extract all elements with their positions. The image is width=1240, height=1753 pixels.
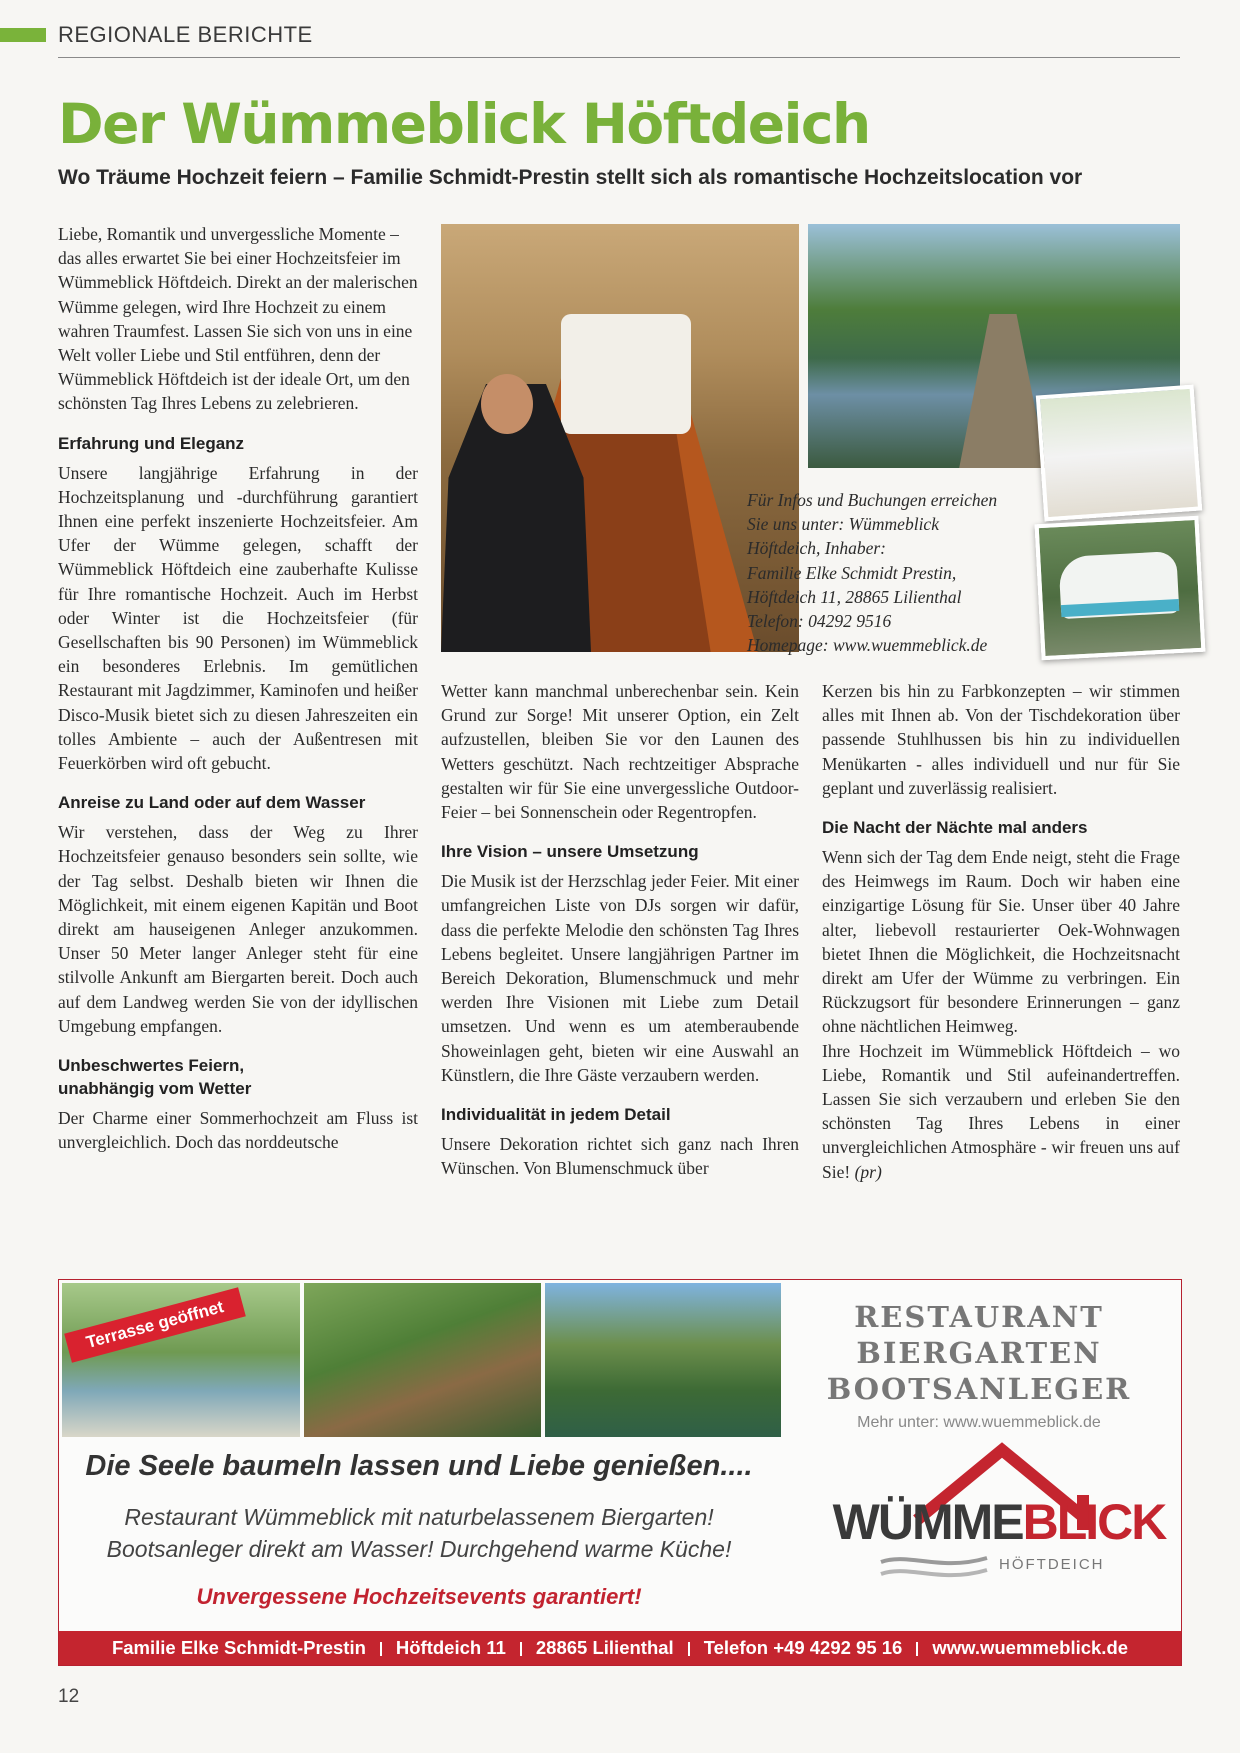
paragraph-final: Ihre Hochzeit im Wümmeblick Höftdeich – wo Liebe, Romantik und Stil aufeinandertreffen. Lassen Sie sich verzaubern und erleben Sie den schönsten Tag Ihres Lebens in einer unvergleichlichen Atmosphäre - wir freuen uns auf Sie! (pr) [822, 1040, 1180, 1182]
section-color-bar [0, 28, 46, 42]
ad-contact-bar [59, 1631, 1181, 1665]
heading-erfahrung: Erfahrung und Eleganz [58, 433, 245, 453]
jetty-shape [958, 314, 1048, 468]
homepage-link[interactable]: Homepage: www.wuemmeblick.de [747, 635, 988, 656]
ad-line-2: Bootsanleger direkt am Wasser! Durchgehend warme Küche! [106, 1536, 732, 1562]
heading-anreise: Anreise zu Land oder auf dem Wasser [58, 793, 366, 813]
intro-paragraph: Liebe, Romantik und unvergessliche Momente – das alles erwartet Sie bei einer Hochzeitsfeier im Wümmeblick Höftdeich. Direkt an der malerischen Wümme gelegen, wird Ihre Hochzeit zu einem wahren Traumfest. Lassen Sie sich von uns in eine Welt voller Liebe und Stil entführen, denn der Wümmeblick Höftdeich ist der ideale Ort, um den schönsten Tag Ihres Lebens zu zelebrieren. [58, 224, 418, 414]
footer-phone: Telefon +49 4292 95 16 [703, 1637, 903, 1658]
paragraph-detail-end: Kerzen bis hin zu Farbkonzepten – wir stimmen alles mit Ihnen ab. Von der Tischdekoration über passende Stuhlhussen bis hin zu individuellen Menükarten - alles individuell und nur für Sie geplant und zuverlässig realisiert. [822, 681, 1180, 798]
boat-wedding-photo [441, 224, 799, 652]
booking-info-box: Für Infos und Buchungen erreichen Sie uns unter: Wümmeblick Höftdeich, Inhaber: Familie Elke Schmidt Prestin, Höftdeich 11, 28865 Lilienthal Telefon: 04292 9516 Homepage: www.wuemmeblick.de [747, 488, 1037, 657]
paragraph-nacht: Wenn sich der Tag dem Ende neigt, steht die Frage des Heimwegs im Raum. Doch wir haben eine einzigartige Lösung für Sie. Unser über 40 Jahre alter, liebevoll restaurierter Oek-Wohnwagen bietet Ihnen die Möglichkeit, die Hochzeitsnacht direkt am Ufer der Wümme zu verbringen. Ein Rückzugsort für besondere Erinnerungen – ganz ohne nächtlichen Heimweg. [822, 847, 1180, 1037]
section-label: REGIONALE BERICHTE [58, 22, 313, 47]
article-column-1 [58, 222, 418, 1155]
header-rule [58, 57, 1180, 58]
article-subtitle: Wo Träume Hochzeit feiern – Familie Schmidt-Prestin stellt sich als romantische Hochzeitslocation vor [58, 166, 1083, 189]
paragraph-wetter-end: Wetter kann manchmal unberechenbar sein. Kein Grund zur Sorge! Mit unserer Option, ein Zelt aufzustellen, bleiben Sie vor den Launen des Wetters geschützt. Nach rechtzeitiger Absprache gestalten wir für Sie eine unvergessliche Outdoor-Feier – bei Sonnenschein oder Regentropfen. [441, 681, 799, 823]
heading-detail: Individualität in jedem Detail [441, 1105, 671, 1125]
couple-seat [561, 314, 691, 434]
wuemmeblick-logo: WÜMMEBLICK [832, 1494, 1166, 1550]
ad-slogan: Die Seele baumeln lassen und Liebe genießen.... [85, 1450, 753, 1482]
article-title: Der Wümmeblick Höftdeich [58, 92, 870, 156]
page-number: 12 [58, 1686, 80, 1707]
paragraph-anreise: Wir verstehen, dass der Weg zu Ihrer Hochzeitsfeier genauso besonders sein sollte, wie der Tag selbst. Deshalb bieten wir Ihnen die Möglichkeit, mit einem eigenen Kapitän und Boot direkt am hauseigenen Anleger anzukommen. Unser 50 Meter langer Anleger steht für eine stilvolle Ankunft am Biergarten bereit. Doch auch auf dem Landweg werden Sie von der idyllischen Umgebung empfangen. [58, 822, 418, 1036]
ad-bootsanleger-label: BOOTSANLEGER [826, 1372, 1132, 1406]
logo-subtitle: HÖFTDEICH [999, 1556, 1105, 1573]
ad-beergarden-photo [545, 1283, 781, 1437]
footer-city: 28865 Lilienthal [535, 1637, 674, 1658]
ad-aerial-photo [304, 1283, 541, 1437]
separator [520, 1642, 522, 1656]
separator [688, 1642, 690, 1656]
footer-website[interactable]: www.wuemmeblick.de [932, 1637, 1129, 1658]
article-column-2 [441, 679, 799, 1180]
advertisement-box [58, 1279, 1182, 1666]
table-decoration-photo [1036, 385, 1202, 522]
paragraph-detail-start: Unsere Dekoration richtet sich ganz nach Ihren Wünschen. Von Blumenschmuck über [441, 1134, 799, 1179]
footer-street: Höftdeich 11 [395, 1637, 506, 1658]
separator [380, 1642, 382, 1656]
footer-family: Familie Elke Schmidt-Prestin [111, 1637, 366, 1658]
ad-biergarten-label: BIERGARTEN [856, 1336, 1102, 1370]
ad-more-link[interactable]: Mehr unter: www.wuemmeblick.de [857, 1414, 1101, 1431]
heading-vision: Ihre Vision – unsere Umsetzung [441, 842, 699, 862]
ad-restaurant-label: RESTAURANT [854, 1300, 1104, 1334]
ad-wedding-guarantee: Unvergessene Hochzeitsevents garantiert! [196, 1584, 642, 1609]
separator [916, 1642, 918, 1656]
paragraph-vision: Die Musik ist der Herzschlag jeder Feier. Mit einer umfangreichen Liste von DJs sorgen wir dafür, dass die perfekte Melodie den schönsten Tag Ihres Lebens begleitet. Unsere langjährigen Partner im Bereich Dekoration, Blumenschmuck und mehr werden Ihre Visionen mit Liebe zum Detail umsetzen. Und wenn es um atemberaubende Showeinlagen geht, bieten wir eine Auswahl an Künstlern, die Ihre Gäste verzaubern werden. [441, 871, 799, 1085]
terrace-open-ribbon: Terrasse geöffnet [64, 1287, 246, 1363]
captain-face [481, 374, 533, 434]
paragraph-wetter-start: Der Charme einer Sommerhochzeit am Fluss ist unvergleichlich. Doch das norddeutsche [58, 1108, 418, 1153]
author-tag: (pr) [854, 1161, 882, 1182]
heading-nacht: Die Nacht der Nächte mal anders [822, 818, 1088, 838]
phone-number: Telefon: 04292 9516 [747, 611, 892, 632]
ad-line-1: Restaurant Wümmeblick mit naturbelassenem Biergarten! [124, 1504, 714, 1530]
wave-icon [879, 1550, 989, 1586]
caravan-photo [1035, 516, 1206, 660]
article-column-3 [822, 679, 1180, 1184]
paragraph-erfahrung: Unsere langjährige Erfahrung in der Hochzeitsplanung und -durchführung garantiert Ihnen eine perfekt inszenierte Hochzeitsfeier. Am Ufer der Wümme gelegen, schafft der Wümmeblick Höftdeich eine zauberhafte Kulisse für Ihre romantische Hochzeit. Auch im Herbst oder Winter ist die Hochzeitsfeier (für Gesellschaften bis 90 Personen) im Wümmeblick ein besonderes Erlebnis. Im gemütlichen Restaurant mit Jagdzimmer, Kaminofen und heißer Disco-Musik bietet sich zu diesen Jahreszeiten ein tolles Ambiente – auch der Außentresen mit Feuerkörben wird oft gebucht. [58, 462, 418, 774]
heading-wetter: Unbeschwertes Feiern, unabhängig vom Wetter [58, 1056, 252, 1099]
